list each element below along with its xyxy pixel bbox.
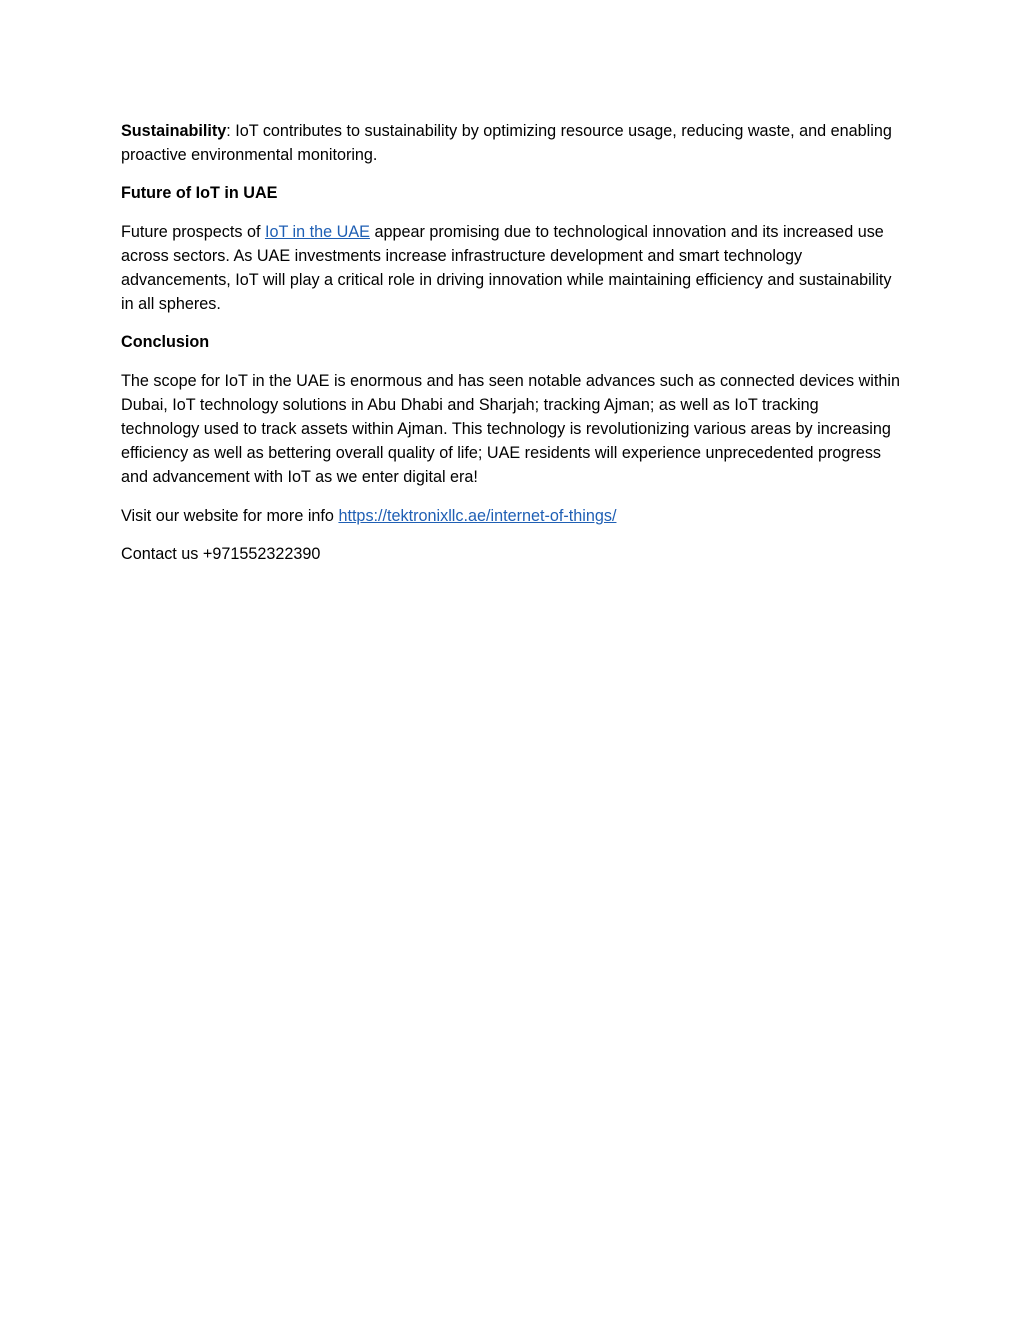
sustainability-text: : IoT contributes to sustainability by optimizing resource usage, reducing waste, and enabling proactive environmental monitoring. [121,122,892,165]
visit-paragraph [121,504,901,528]
sustainability-term: Sustainability [121,122,227,140]
iot-in-uae-link[interactable]: IoT in the UAE [264,222,370,241]
visit-text: Visit our website for more info [121,506,339,525]
sustainability-paragraph [121,119,901,167]
future-heading: Future of IoT in UAE [121,184,278,203]
conclusion-paragraph: The scope for IoT in the UAE is enormous and has seen notable advances such as connected devices within Dubai, IoT technology solutions in Abu Dhabi and Sharjah; tracking Ajman; as well as IoT tracking technology used to track assets within Ajman. This technology is revolutionizing various areas by increasing efficiency as well as bettering overall quality of life; UAE residents will experience unprecedented progress and advancement with IoT as we enter digital era! [121,371,900,487]
future-paragraph [121,220,901,317]
website-link[interactable]: https://tektronixllc.ae/internet-of-things/ [338,506,617,525]
conclusion-heading: Conclusion [121,333,210,352]
future-text-before-link: Future prospects of [121,222,265,241]
contact-paragraph: Contact us +971552322390 [121,544,321,563]
document-page [121,119,901,580]
future-text-after-link: appear promising due to technological innovation and its increased use across sectors. As UAE investments increase infrastructure development and smart technology advancements, IoT will play a critical role in driving innovation while maintaining efficiency and sustainability in all spheres. [121,222,892,314]
